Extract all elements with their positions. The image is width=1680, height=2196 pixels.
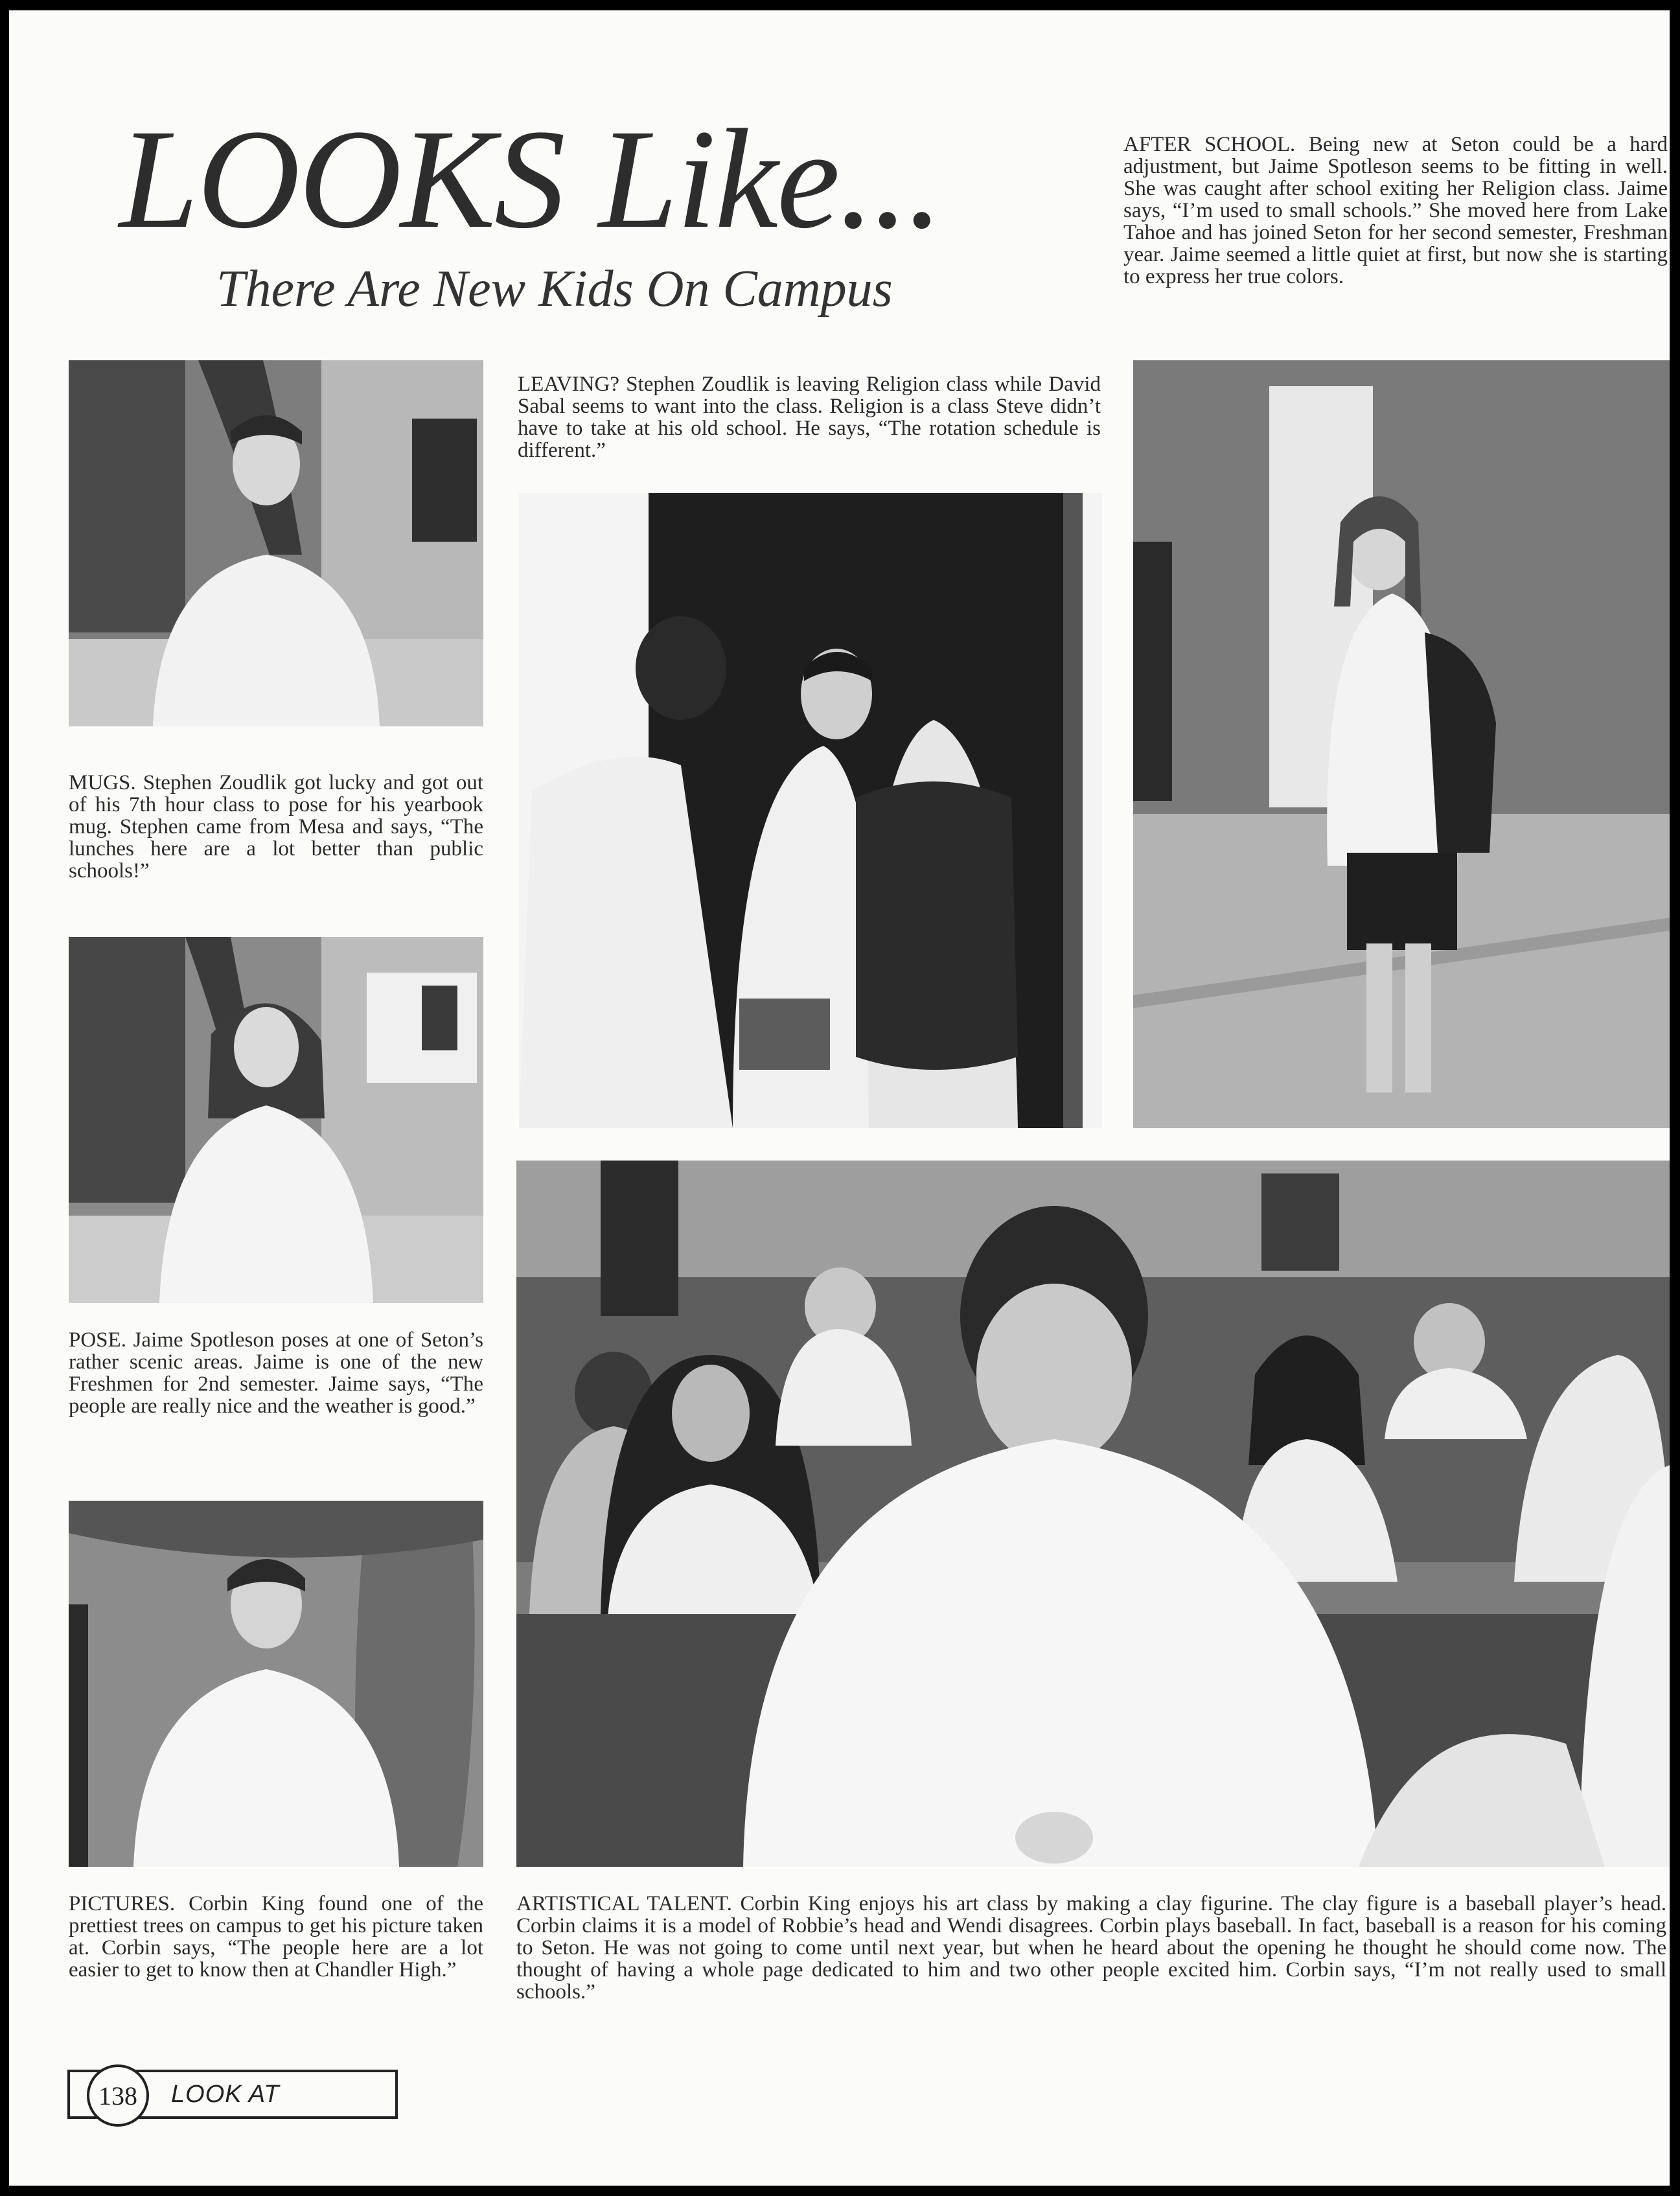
caption-pictures: PICTURES. Corbin King found one of the prettiest trees on campus to get his picture taken at. Corbin says, “The people here are a lot easier to get to know then at Chandler High.” xyxy=(69,1892,483,1982)
photo-art-class xyxy=(516,1161,1670,1867)
photo-jaime-pose xyxy=(69,937,483,1303)
page-title: LOOKS Like... xyxy=(119,100,942,258)
photo-stephen-mug xyxy=(69,360,483,726)
footer-section-label: LOOK AT xyxy=(171,2081,280,2108)
caption-artistical-talent: ARTISTICAL TALENT. Corbin King enjoys his art class by making a clay figurine. The clay figure is a baseball player’s head. Corbin claims it is a model of Robbie’s head and Wendi disagrees. Corbin plays baseball. In fact, baseball is a reason for his coming to Seton. He was not going to come until next year, but when he heard about the opening he thought he should come now. The thought of having a whole page dedicated to him and two other people excited him. Corbin says, “I’m not really used to small schools.” xyxy=(516,1892,1666,2004)
photo-leaving-doorway xyxy=(519,493,1102,1128)
photo-jaime-after-school xyxy=(1133,360,1670,1128)
page-subtitle: There Are New Kids On Campus xyxy=(216,260,893,318)
caption-after-school: AFTER SCHOOL. Being new at Seton could be a hard adjustment, but Jaime Spotleson seems to be fitting in well. She was caught after school exiting her Religion class. Jaime says, “I’m used to small schools.” She moved here from Lake Tahoe and has joined Seton for her second semester, Freshman year. Jaime seemed a little quiet at first, but now she is starting to express her true colors. xyxy=(1123,133,1668,288)
caption-leaving: LEAVING? Stephen Zoudlik is leaving Religion class while David Sabal seems to want into the class. Religion is a class Steve didn’t have to take at his old school. He says, “The rotation schedule is different.” xyxy=(518,373,1101,462)
yearbook-page xyxy=(9,10,1670,2186)
photo-corbin-tree xyxy=(69,1501,483,1867)
caption-mugs: MUGS. Stephen Zoudlik got lucky and got out of his 7th hour class to pose for his yearbook mug. Stephen came from Mesa and says, “The lunches here are a lot better than public schools!” xyxy=(69,771,483,883)
page-number: 138 xyxy=(87,2064,149,2127)
caption-pose: POSE. Jaime Spotleson poses at one of Seton’s rather scenic areas. Jaime is one of the new Freshmen for 2nd semester. Jaime says, “The people are really nice and the weather is good.” xyxy=(69,1328,483,1418)
